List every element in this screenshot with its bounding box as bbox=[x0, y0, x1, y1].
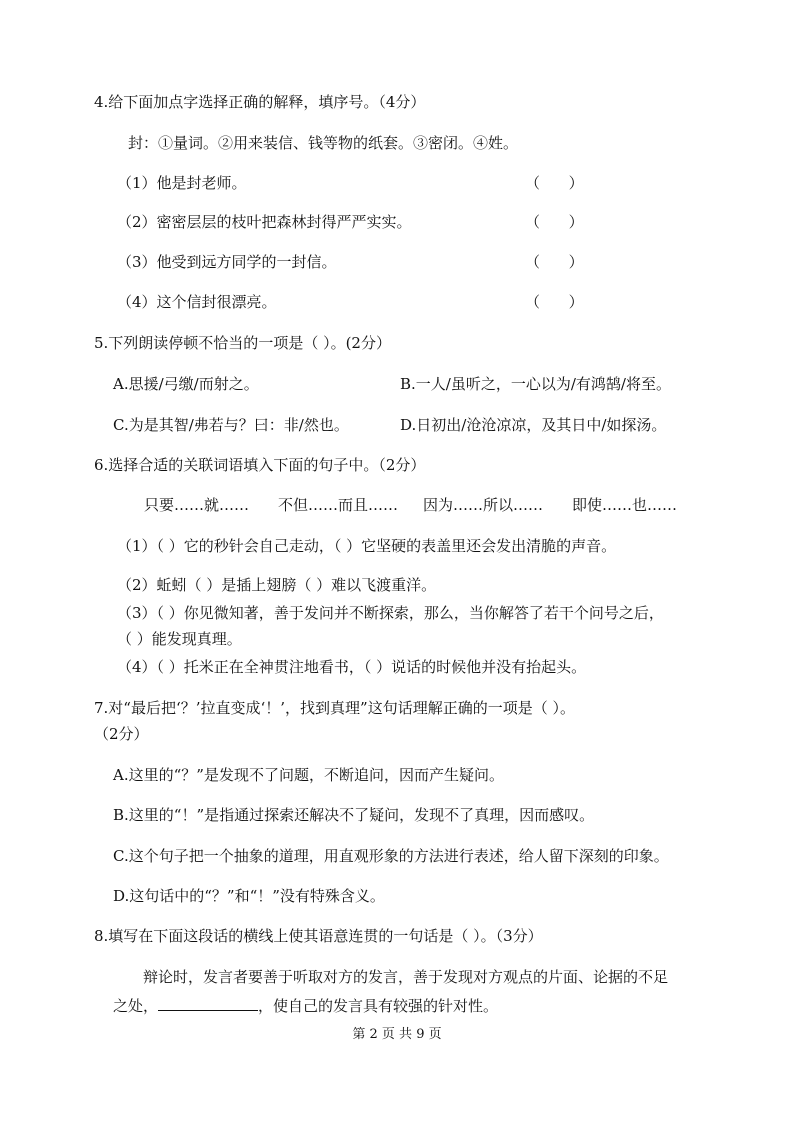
q5-option-d[interactable]: D.日初出/沧沧凉凉，及其日中/如探汤。 bbox=[400, 416, 667, 434]
q7-option-b[interactable]: B.这里的“！”是指通过探索还解决不了疑问，发现不了真理，因而感叹。 bbox=[113, 806, 595, 824]
q6-conjunction-2: 不但……而且…… bbox=[278, 496, 399, 514]
q8-title: 8.填写在下面这段话的横线上使其语意连贯的一句话是（ ）。（3分） bbox=[94, 927, 543, 945]
q5-option-b[interactable]: B.一人/虽听之，一心以为/有鸿鹄/将至。 bbox=[400, 375, 671, 393]
q8-paragraph-line2 bbox=[113, 996, 498, 1016]
q5-option-c[interactable]: C.为是其智/弗若与？曰：非/然也。 bbox=[113, 416, 349, 434]
q7-option-c[interactable]: C.这个句子把一个抽象的道理，用直观形象的方法进行表述，给人留下深刻的印象。 bbox=[113, 847, 669, 865]
q4-answer-4[interactable]: （ ） bbox=[525, 293, 584, 311]
q8-paragraph-pre: 之处， bbox=[113, 997, 159, 1015]
q4-title: 4.给下面加点字选择正确的解释，填序号。（4分） bbox=[94, 93, 426, 111]
q6-sentence-1: （1）（ ）它的秒针会自己走动，（ ）它坚硬的表盖里还会发出清脆的声音。 bbox=[117, 537, 617, 555]
q4-definition: 封：①量词。②用来装信、钱等物的纸套。③密闭。④姓。 bbox=[128, 134, 519, 152]
q4-answer-1[interactable]: （ ） bbox=[525, 174, 584, 192]
q4-item-4: （4）这个信封很漂亮。 bbox=[117, 293, 277, 311]
q7-option-a[interactable]: A.这里的“？”是发现不了问题，不断追问，因而产生疑问。 bbox=[113, 766, 504, 784]
q6-conjunction-3: 因为……所以…… bbox=[423, 496, 544, 514]
q6-sentence-3b: （ ）能发现真理。 bbox=[117, 630, 242, 648]
q7-score: （2分） bbox=[94, 725, 149, 743]
q4-item-2: （2）密密层层的枝叶把森林封得严严实实。 bbox=[117, 213, 412, 231]
q8-paragraph-line1: 辩论时，发言者要善于听取对方的发言，善于发现对方观点的片面、论据的不足 bbox=[143, 968, 669, 986]
q6-sentence-2: （2）蚯蚓（ ）是插上翅膀（ ）难以飞渡重洋。 bbox=[117, 576, 437, 594]
q6-conjunction-1: 只要……就…… bbox=[144, 496, 250, 514]
page-footer: 第 2 页 共 9 页 bbox=[352, 1027, 442, 1042]
q4-answer-3[interactable]: （ ） bbox=[525, 253, 584, 271]
q4-item-1: （1）他是封老师。 bbox=[117, 174, 247, 192]
q8-paragraph-post: ，使自己的发言具有较强的针对性。 bbox=[258, 997, 499, 1015]
q6-title: 6.选择合适的关联词语填入下面的句子中。（2分） bbox=[94, 456, 426, 474]
q7-option-d[interactable]: D.这句话中的“？”和“！”没有特殊含义。 bbox=[113, 887, 385, 905]
q6-sentence-3a: （3）（ ）你见微知著，善于发问并不断探索，那么，当你解答了若干个问号之后， bbox=[117, 604, 664, 622]
q5-title: 5.下列朗读停顿不恰当的一项是（ ）。(2分） bbox=[94, 334, 391, 352]
q6-sentence-4: （4）（ ）托米正在全神贯注地看书，（ ）说话的时候他并没有抬起头。 bbox=[117, 658, 587, 676]
q4-answer-2[interactable]: （ ） bbox=[525, 213, 584, 231]
q7-title: 7.对“最后把‘？’拉直变成‘！’，找到真理”这句话理解正确的一项是（ ）。 bbox=[94, 699, 575, 717]
q5-option-a[interactable]: A.思援/弓缴/而射之。 bbox=[113, 375, 259, 393]
q6-conjunction-4: 即使……也…… bbox=[572, 496, 678, 514]
q4-item-3: （3）他受到远方同学的一封信。 bbox=[117, 253, 337, 271]
q8-answer-blank[interactable] bbox=[158, 996, 258, 1011]
